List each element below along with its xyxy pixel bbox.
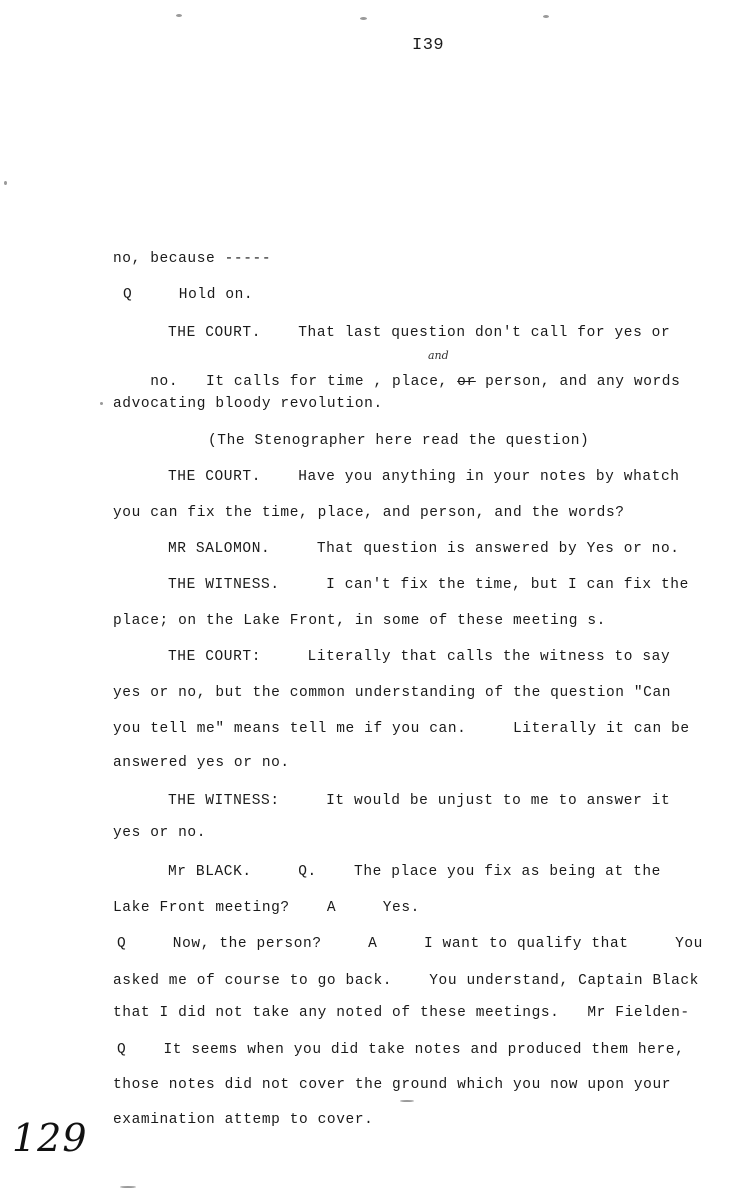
scan-speck: [176, 14, 182, 17]
transcript-line: asked me of course to go back. You understand, Captain Black: [113, 973, 699, 989]
transcript-line: you can fix the time, place, and person, and the words?: [113, 505, 625, 521]
transcript-line: THE COURT: Literally that calls the witness to say: [168, 649, 671, 665]
transcript-line: yes or no, but the common understanding of the question "Can: [113, 685, 672, 701]
transcript-line: THE COURT. That last question don't call for yes or: [168, 325, 671, 341]
scan-speck: [400, 1100, 414, 1102]
transcript-line: Mr BLACK. Q. The place you fix as being at the: [168, 864, 661, 880]
scan-speck: [120, 1186, 136, 1188]
scan-speck: [543, 15, 549, 18]
transcript-line: Lake Front meeting? A Yes.: [113, 900, 420, 916]
transcript-line: that I did not take any noted of these meetings. Mr Fielden-: [113, 1005, 690, 1021]
transcript-line: THE WITNESS: It would be unjust to me to answer it: [168, 793, 671, 809]
handwritten-margin-number: 129: [12, 1116, 88, 1160]
transcript-line: Q Now, the person? A I want to qualify that You: [117, 936, 703, 952]
transcript-line: THE WITNESS. I can't fix the time, but I can fix the: [168, 577, 689, 593]
handwritten-insertion: and: [428, 349, 449, 362]
transcript-line: advocating bloody revolution.: [113, 396, 383, 412]
struck-word: or: [457, 373, 476, 390]
line-segment: person, and any words: [475, 373, 681, 390]
page-number: I39: [412, 36, 445, 55]
scan-speck: [100, 402, 103, 405]
transcript-line: MR SALOMON. That question is answered by Yes or no.: [168, 541, 680, 557]
transcript-line: no, because -----: [113, 251, 272, 267]
scan-speck: [360, 17, 367, 20]
transcript-line: place; on the Lake Front, in some of these meeting s.: [113, 613, 606, 629]
line-segment: no. It calls for time , place,: [150, 373, 458, 390]
transcript-line: those notes did not cover the ground which you now upon your: [113, 1077, 672, 1093]
transcript-line: (The Stenographer here read the question): [208, 433, 590, 449]
transcript-line: THE COURT. Have you anything in your notes by whatch: [168, 469, 680, 485]
scan-speck: [4, 181, 7, 185]
transcript-line: you tell me" means tell me if you can. Literally it can be: [113, 721, 690, 737]
transcript-line: Q It seems when you did take notes and produced them here,: [117, 1042, 685, 1058]
transcript-line: examination attemp to cover.: [113, 1112, 374, 1128]
transcript-line: Q Hold on.: [123, 287, 254, 303]
transcript-line: answered yes or no.: [113, 755, 290, 771]
transcript-line: yes or no.: [113, 825, 207, 841]
